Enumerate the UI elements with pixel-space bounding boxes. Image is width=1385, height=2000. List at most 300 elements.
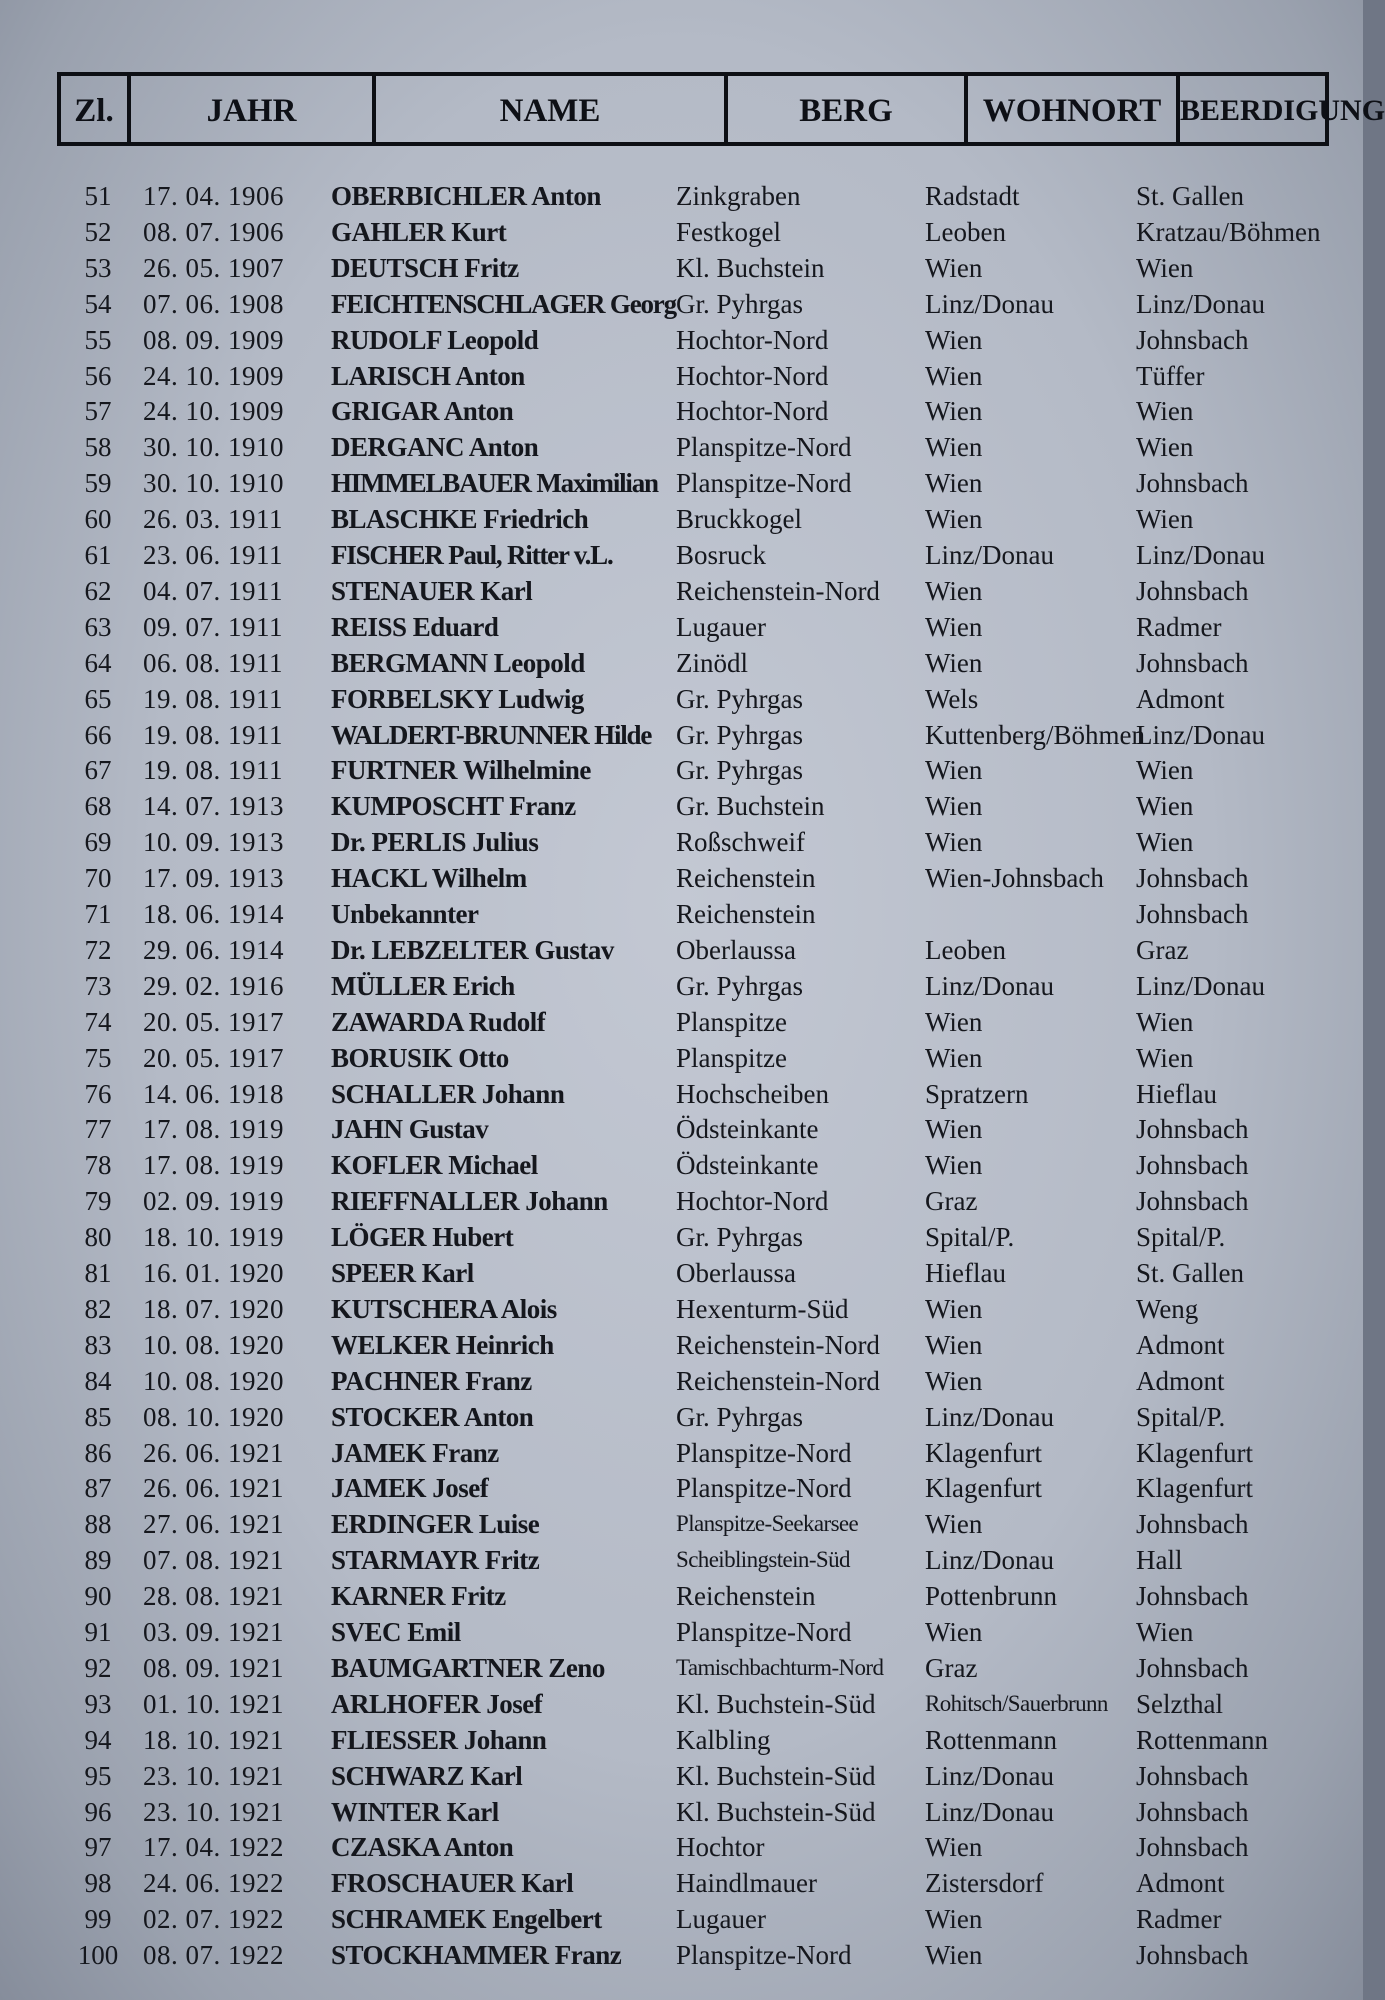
- row-number: 66: [84, 719, 112, 750]
- row-number: 83: [84, 1329, 112, 1360]
- row-beerdigung: Johnsbach: [1136, 863, 1249, 894]
- table-row: [0, 1219, 1363, 1255]
- table-row: [0, 1111, 1363, 1147]
- row-beerdigung: Johnsbach: [1136, 1832, 1249, 1863]
- row-beerdigung: Johnsbach: [1136, 899, 1249, 929]
- table-row: [0, 681, 1363, 717]
- table-row: [0, 250, 1363, 286]
- row-name: RUDOLF Leopold: [331, 324, 539, 355]
- row-wohnort: Graz: [925, 1186, 978, 1217]
- row-name: DERGANC Anton: [331, 432, 539, 463]
- header-name: NAME: [499, 93, 601, 129]
- row-beerdigung: Tüffer: [1136, 360, 1205, 391]
- row-berg: Ödsteinkante: [676, 1150, 819, 1181]
- table-row: [0, 1147, 1363, 1183]
- row-number: 78: [84, 1150, 112, 1181]
- row-number: 100: [77, 1940, 119, 1971]
- row-wohnort: Wels: [925, 683, 979, 714]
- row-date: 02. 09. 1919: [143, 1186, 284, 1217]
- row-date: 26. 06. 1921: [143, 1437, 284, 1468]
- row-beerdigung: Johnsbach: [1136, 1150, 1249, 1181]
- row-date: 17. 08. 1919: [143, 1150, 284, 1181]
- row-name: ZAWARDA Rudolf: [331, 1006, 546, 1037]
- row-name: WINTER Karl: [331, 1796, 499, 1827]
- row-berg: Bosruck: [676, 540, 766, 570]
- row-number: 85: [84, 1401, 112, 1432]
- row-beerdigung: Weng: [1136, 1293, 1199, 1324]
- row-beerdigung: Rottenmann: [1136, 1724, 1268, 1755]
- row-berg: Hochtor-Nord: [676, 360, 829, 391]
- table-row: [0, 1901, 1363, 1937]
- table-row: [0, 1506, 1363, 1542]
- row-number: 59: [84, 468, 112, 499]
- row-date: 08. 10. 1920: [143, 1401, 284, 1432]
- row-wohnort: Hieflau: [925, 1258, 1006, 1288]
- row-beerdigung: Johnsbach: [1136, 1796, 1249, 1827]
- row-date: 16. 01. 1920: [143, 1258, 284, 1288]
- row-name: LARISCH Anton: [331, 360, 525, 391]
- row-number: 61: [84, 540, 112, 570]
- row-wohnort: Wien: [925, 1293, 983, 1324]
- table-row: [0, 178, 1363, 214]
- table-row: [0, 1686, 1363, 1722]
- table-row: [0, 1865, 1363, 1901]
- row-number: 51: [84, 181, 112, 211]
- row-berg: Planspitze-Seekarsee: [676, 1511, 859, 1537]
- row-number: 73: [84, 970, 112, 1001]
- row-number: 68: [84, 791, 112, 822]
- row-date: 29. 02. 1916: [143, 970, 284, 1001]
- row-berg: Gr. Pyhrgas: [676, 683, 804, 714]
- row-beerdigung: Linz/Donau: [1136, 970, 1265, 1001]
- row-beerdigung: Spital/P.: [1136, 1401, 1226, 1432]
- row-date: 08. 07. 1906: [143, 216, 284, 247]
- row-date: 10. 08. 1920: [143, 1329, 284, 1360]
- table-row: [0, 1937, 1363, 1973]
- row-wohnort: Wien: [925, 1832, 983, 1863]
- row-date: 19. 08. 1911: [143, 755, 283, 786]
- table-row: [0, 1076, 1363, 1112]
- row-date: 17. 08. 1919: [143, 1114, 284, 1145]
- row-berg: Hochtor: [676, 1832, 765, 1863]
- table-row: [0, 788, 1363, 824]
- row-number: 55: [84, 324, 112, 355]
- row-beerdigung: St. Gallen: [1136, 181, 1244, 211]
- row-number: 63: [84, 611, 112, 642]
- row-wohnort: Klagenfurt: [925, 1473, 1042, 1504]
- row-name: FURTNER Wilhelmine: [331, 755, 591, 786]
- row-beerdigung: Johnsbach: [1136, 1760, 1249, 1791]
- row-name: SCHALLER Johann: [331, 1078, 565, 1109]
- row-berg: Kl. Buchstein-Süd: [676, 1688, 876, 1719]
- row-date: 02. 07. 1922: [143, 1904, 284, 1935]
- row-wohnort: Wien: [925, 360, 983, 391]
- row-number: 58: [84, 432, 112, 463]
- row-number: 62: [84, 575, 112, 606]
- row-wohnort: Wien: [925, 1509, 983, 1540]
- table-row: [0, 1794, 1363, 1830]
- row-date: 10. 08. 1920: [143, 1365, 284, 1396]
- row-wohnort: Zistersdorf: [925, 1868, 1044, 1899]
- row-berg: Ödsteinkante: [676, 1114, 819, 1145]
- row-wohnort: Pottenbrunn: [925, 1581, 1057, 1612]
- row-name: MÜLLER Erich: [331, 970, 515, 1001]
- table-row: [0, 968, 1363, 1004]
- row-date: 03. 09. 1921: [143, 1617, 284, 1647]
- row-beerdigung: Klagenfurt: [1136, 1473, 1253, 1504]
- row-number: 56: [84, 360, 112, 391]
- row-number: 75: [84, 1042, 112, 1073]
- row-berg: Planspitze-Nord: [676, 468, 852, 499]
- row-berg: Gr. Pyhrgas: [676, 1222, 804, 1253]
- table-row: [0, 1255, 1363, 1291]
- row-wohnort: Wien: [925, 647, 983, 678]
- row-name: FROSCHAUER Karl: [331, 1868, 574, 1899]
- row-berg: Planspitze-Nord: [676, 432, 852, 463]
- table-row: [0, 358, 1363, 394]
- row-date: 18. 10. 1919: [143, 1222, 284, 1253]
- row-berg: Haindlmauer: [676, 1868, 817, 1899]
- row-berg: Kl. Buchstein-Süd: [676, 1796, 876, 1827]
- row-name: BLASCHKE Friedrich: [331, 504, 589, 535]
- row-name: JAMEK Josef: [331, 1473, 489, 1504]
- row-number: 81: [84, 1258, 112, 1288]
- row-name: KARNER Fritz: [331, 1581, 506, 1612]
- row-name: KUTSCHERA Alois: [331, 1293, 557, 1324]
- table-row: [0, 1542, 1363, 1578]
- row-name: FISCHER Paul, Ritter v.L.: [331, 540, 613, 570]
- table-row: [0, 573, 1363, 609]
- row-berg: Planspitze-Nord: [676, 1473, 852, 1504]
- row-beerdigung: St. Gallen: [1136, 1258, 1244, 1288]
- table-row: [0, 717, 1363, 753]
- row-beerdigung: Hieflau: [1136, 1078, 1217, 1109]
- table-row: [0, 465, 1363, 501]
- row-berg: Bruckkogel: [676, 504, 802, 535]
- row-number: 96: [84, 1796, 112, 1827]
- row-date: 14. 07. 1913: [143, 791, 284, 822]
- row-date: 24. 10. 1909: [143, 360, 284, 391]
- table-row: [0, 393, 1363, 429]
- row-number: 77: [84, 1114, 112, 1145]
- row-name: ERDINGER Luise: [331, 1509, 540, 1540]
- row-berg: Gr. Pyhrgas: [676, 755, 804, 786]
- row-berg: Reichenstein: [676, 863, 816, 894]
- row-date: 17. 04. 1906: [143, 181, 284, 211]
- table-row: [0, 1614, 1363, 1650]
- row-number: 99: [84, 1904, 112, 1935]
- row-wohnort: Wien: [925, 252, 983, 283]
- table-row: [0, 1004, 1363, 1040]
- row-berg: Gr. Pyhrgas: [676, 1401, 804, 1432]
- row-number: 53: [84, 252, 112, 283]
- row-beerdigung: Kratzau/Böhmen: [1136, 216, 1321, 247]
- row-name: WELKER Heinrich: [331, 1329, 554, 1360]
- row-name: SPEER Karl: [331, 1258, 474, 1288]
- row-name: KUMPOSCHT Franz: [331, 791, 576, 822]
- table-row: [0, 286, 1363, 322]
- row-berg: Roßschweif: [676, 827, 805, 858]
- row-wohnort: Wien: [925, 1042, 983, 1073]
- table-row: [0, 1399, 1363, 1435]
- row-berg: Reichenstein-Nord: [676, 1329, 880, 1360]
- row-name: OBERBICHLER Anton: [331, 181, 601, 211]
- row-date: 18. 10. 1921: [143, 1724, 284, 1755]
- table-row: [0, 1470, 1363, 1506]
- row-beerdigung: Graz: [1136, 934, 1189, 965]
- row-berg: Planspitze-Nord: [676, 1940, 852, 1971]
- table-row: [0, 1650, 1363, 1686]
- row-name: WALDERT-BRUNNER Hilde: [331, 719, 652, 750]
- row-wohnort: Kuttenberg/Böhmen: [925, 719, 1145, 750]
- row-name: STENAUER Karl: [331, 575, 533, 606]
- row-wohnort: Wien: [925, 1150, 983, 1181]
- row-wohnort: Wien: [925, 791, 983, 822]
- row-date: 14. 06. 1918: [143, 1078, 284, 1109]
- row-beerdigung: Selzthal: [1136, 1688, 1223, 1719]
- row-name: BORUSIK Otto: [331, 1042, 509, 1073]
- row-name: SCHWARZ Karl: [331, 1760, 523, 1791]
- row-date: 29. 06. 1914: [143, 934, 284, 965]
- row-number: 79: [84, 1186, 112, 1217]
- table-row: [0, 860, 1363, 896]
- row-name: REISS Eduard: [331, 611, 499, 642]
- row-date: 07. 06. 1908: [143, 288, 284, 319]
- row-number: 93: [84, 1688, 112, 1719]
- row-berg: Gr. Pyhrgas: [676, 719, 804, 750]
- row-beerdigung: Wien: [1136, 432, 1194, 463]
- row-wohnort: Wien: [925, 1904, 983, 1935]
- table-row: [0, 1829, 1363, 1865]
- row-beerdigung: Admont: [1136, 1329, 1225, 1360]
- row-wohnort: Linz/Donau: [925, 1401, 1054, 1432]
- row-number: 87: [84, 1473, 112, 1504]
- row-wohnort: Leoben: [925, 934, 1006, 965]
- row-berg: Gr. Pyhrgas: [676, 970, 804, 1001]
- row-beerdigung: Johnsbach: [1136, 1114, 1249, 1145]
- row-beerdigung: Admont: [1136, 683, 1225, 714]
- row-number: 88: [84, 1509, 112, 1540]
- row-name: Unbekannter: [331, 899, 479, 929]
- row-name: HIMMELBAUER Maximilian: [331, 468, 658, 499]
- row-name: SVEC Emil: [331, 1617, 461, 1647]
- row-wohnort: Linz/Donau: [925, 1545, 1054, 1576]
- row-date: 08. 07. 1922: [143, 1940, 284, 1971]
- row-beerdigung: Wien: [1136, 755, 1194, 786]
- row-date: 01. 10. 1921: [143, 1688, 284, 1719]
- row-name: GAHLER Kurt: [331, 216, 507, 247]
- row-date: 17. 09. 1913: [143, 863, 284, 894]
- row-berg: Lugauer: [676, 611, 766, 642]
- row-name: BERGMANN Leopold: [331, 647, 585, 678]
- row-date: 28. 08. 1921: [143, 1581, 284, 1612]
- row-name: HACKL Wilhelm: [331, 863, 527, 894]
- row-beerdigung: Johnsbach: [1136, 1940, 1249, 1971]
- row-beerdigung: Wien: [1136, 827, 1194, 858]
- row-number: 74: [84, 1006, 112, 1037]
- row-beerdigung: Spital/P.: [1136, 1222, 1226, 1253]
- row-wohnort: Wien: [925, 432, 983, 463]
- header-wohnort: WOHNORT: [982, 93, 1162, 129]
- row-date: 08. 09. 1921: [143, 1652, 284, 1683]
- row-name: STOCKER Anton: [331, 1401, 534, 1432]
- row-beerdigung: Johnsbach: [1136, 1186, 1249, 1217]
- row-beerdigung: Radmer: [1136, 611, 1222, 642]
- row-date: 20. 05. 1917: [143, 1042, 284, 1073]
- row-wohnort: Rottenmann: [925, 1724, 1057, 1755]
- table-row: [0, 1183, 1363, 1219]
- row-date: 07. 08. 1921: [143, 1545, 284, 1576]
- row-berg: Hochtor-Nord: [676, 1186, 829, 1217]
- row-wohnort: Spital/P.: [925, 1222, 1015, 1253]
- row-beerdigung: Radmer: [1136, 1904, 1222, 1935]
- row-wohnort: Wien: [925, 396, 983, 427]
- row-berg: Planspitze-Nord: [676, 1617, 852, 1647]
- row-number: 54: [84, 288, 112, 319]
- row-date: 23. 06. 1911: [143, 540, 283, 570]
- row-berg: Reichenstein: [676, 899, 816, 929]
- row-number: 91: [84, 1617, 112, 1647]
- row-wohnort: Wien: [925, 1365, 983, 1396]
- row-berg: Hexenturm-Süd: [676, 1293, 849, 1324]
- row-wohnort: Wien: [925, 755, 983, 786]
- row-berg: Kl. Buchstein-Süd: [676, 1760, 876, 1791]
- row-name: FORBELSKY Ludwig: [331, 683, 584, 714]
- row-wohnort: Wien: [925, 1006, 983, 1037]
- row-date: 09. 07. 1911: [143, 611, 283, 642]
- row-beerdigung: Johnsbach: [1136, 324, 1249, 355]
- row-name: PACHNER Franz: [331, 1365, 532, 1396]
- row-number: 60: [84, 504, 112, 535]
- row-beerdigung: Johnsbach: [1136, 1652, 1249, 1683]
- row-wohnort: Linz/Donau: [925, 1760, 1054, 1791]
- row-berg: Oberlaussa: [676, 1258, 796, 1288]
- row-berg: Hochtor-Nord: [676, 396, 829, 427]
- row-berg: Kalbling: [676, 1724, 771, 1755]
- row-date: 18. 06. 1914: [143, 899, 284, 929]
- row-date: 08. 09. 1909: [143, 324, 284, 355]
- row-berg: Kl. Buchstein: [676, 252, 825, 283]
- row-berg: Zinödl: [676, 647, 748, 678]
- row-beerdigung: Wien: [1136, 396, 1194, 427]
- row-berg: Lugauer: [676, 1904, 766, 1935]
- row-wohnort: Graz: [925, 1652, 978, 1683]
- table-row: [0, 322, 1363, 358]
- row-number: 82: [84, 1293, 112, 1324]
- header-berg: BERG: [799, 93, 893, 129]
- row-name: DEUTSCH Fritz: [331, 252, 519, 283]
- row-beerdigung: Wien: [1136, 1617, 1194, 1647]
- row-date: 19. 08. 1911: [143, 719, 283, 750]
- row-number: 95: [84, 1760, 112, 1791]
- row-berg: Planspitze: [676, 1006, 787, 1037]
- row-date: 06. 08. 1911: [143, 647, 283, 678]
- row-number: 92: [84, 1652, 112, 1683]
- table-row: [0, 1327, 1363, 1363]
- row-number: 76: [84, 1078, 112, 1109]
- row-date: 04. 07. 1911: [143, 575, 283, 606]
- row-beerdigung: Admont: [1136, 1365, 1225, 1396]
- row-date: 23. 10. 1921: [143, 1796, 284, 1827]
- row-wohnort: Linz/Donau: [925, 540, 1054, 570]
- row-date: 24. 10. 1909: [143, 396, 284, 427]
- row-date: 30. 10. 1910: [143, 432, 284, 463]
- row-number: 67: [84, 755, 112, 786]
- row-number: 89: [84, 1545, 112, 1576]
- row-beerdigung: Admont: [1136, 1868, 1225, 1899]
- row-number: 57: [84, 396, 112, 427]
- row-number: 94: [84, 1724, 112, 1755]
- row-beerdigung: Wien: [1136, 791, 1194, 822]
- row-number: 86: [84, 1437, 112, 1468]
- row-wohnort: Wien: [925, 324, 983, 355]
- table-row: [0, 752, 1363, 788]
- row-wohnort: Wien: [925, 1329, 983, 1360]
- row-date: 20. 05. 1917: [143, 1006, 284, 1037]
- row-date: 26. 05. 1907: [143, 252, 284, 283]
- row-date: 27. 06. 1921: [143, 1509, 284, 1540]
- row-name: LÖGER Hubert: [331, 1222, 514, 1253]
- row-wohnort: Spratzern: [925, 1078, 1029, 1109]
- row-number: 69: [84, 827, 112, 858]
- row-beerdigung: Klagenfurt: [1136, 1437, 1253, 1468]
- row-number: 52: [84, 216, 112, 247]
- row-beerdigung: Wien: [1136, 252, 1194, 283]
- row-berg: Tamischbachturm-Nord: [676, 1654, 884, 1680]
- row-name: RIEFFNALLER Johann: [331, 1186, 608, 1217]
- row-beerdigung: Wien: [1136, 1042, 1194, 1073]
- table-row: [0, 1363, 1363, 1399]
- row-name: SCHRAMEK Engelbert: [331, 1904, 602, 1935]
- row-beerdigung: Johnsbach: [1136, 468, 1249, 499]
- row-date: 26. 03. 1911: [143, 504, 283, 535]
- row-date: 23. 10. 1921: [143, 1760, 284, 1791]
- row-number: 90: [84, 1581, 112, 1612]
- header-nr: Zl.: [74, 93, 114, 129]
- row-berg: Gr. Pyhrgas: [676, 288, 804, 319]
- row-date: 24. 06. 1922: [143, 1868, 284, 1899]
- row-beerdigung: Hall: [1136, 1545, 1183, 1576]
- row-number: 84: [84, 1365, 112, 1396]
- row-name: JAMEK Franz: [331, 1437, 499, 1468]
- row-berg: Scheiblingstein-Süd: [676, 1547, 850, 1573]
- row-wohnort: Linz/Donau: [925, 970, 1054, 1001]
- row-number: 98: [84, 1868, 112, 1899]
- row-name: FLIESSER Johann: [331, 1724, 547, 1755]
- row-number: 72: [84, 934, 112, 965]
- row-date: 17. 04. 1922: [143, 1832, 284, 1863]
- table-row: [0, 824, 1363, 860]
- table-row: [0, 896, 1363, 932]
- row-name: ARLHOFER Josef: [331, 1688, 543, 1719]
- table-row: [0, 609, 1363, 645]
- table-row: [0, 932, 1363, 968]
- row-number: 80: [84, 1222, 112, 1253]
- row-berg: Hochtor-Nord: [676, 324, 829, 355]
- row-berg: Planspitze: [676, 1042, 787, 1073]
- row-berg: Planspitze-Nord: [676, 1437, 852, 1468]
- row-beerdigung: Johnsbach: [1136, 1509, 1249, 1540]
- row-name: STARMAYR Fritz: [331, 1545, 540, 1576]
- row-wohnort: Wien-Johnsbach: [925, 863, 1104, 894]
- row-wohnort: Wien: [925, 1617, 983, 1647]
- row-name: Dr. LEBZELTER Gustav: [331, 934, 614, 965]
- row-wohnort: Wien: [925, 1940, 983, 1971]
- row-berg: Reichenstein-Nord: [676, 575, 880, 606]
- row-wohnort: Wien: [925, 468, 983, 499]
- row-wohnort: Linz/Donau: [925, 1796, 1054, 1827]
- row-number: 64: [84, 647, 112, 678]
